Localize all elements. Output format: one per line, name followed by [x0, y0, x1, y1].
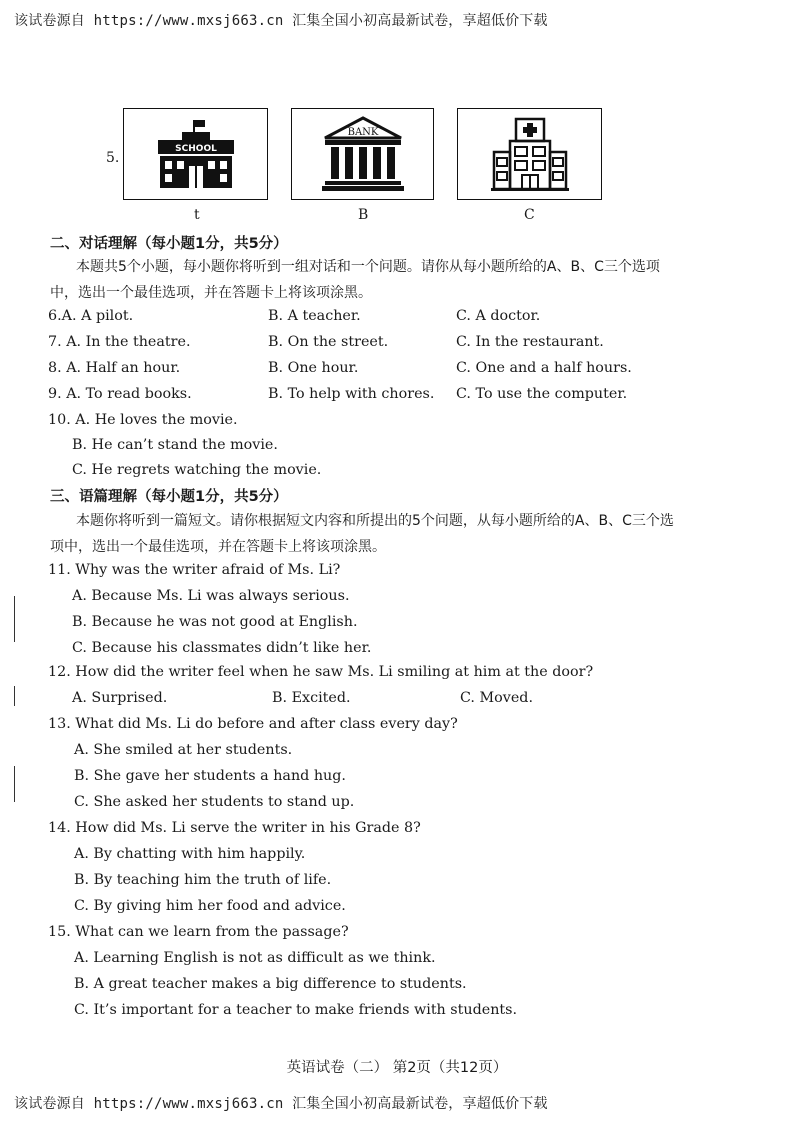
- q9-option-a: 9. A. To read books.: [48, 386, 192, 402]
- option-b-picture: [291, 108, 434, 200]
- section-3-title: 三、语篇理解（每小题1分，共5分）: [50, 489, 288, 505]
- q13-stem: 13. What did Ms. Li do before and after class every day?: [48, 716, 458, 732]
- q15-option-c: C. It’s important for a teacher to make friends with students.: [74, 1002, 518, 1018]
- margin-mark: [14, 686, 15, 706]
- hospital-icon: [490, 116, 570, 192]
- q12-option-b: B. Excited.: [272, 690, 351, 706]
- option-c-letter: C: [524, 207, 535, 223]
- q12-stem: 12. How did the writer feel when he saw Ms. Li smiling at him at the door?: [48, 664, 594, 680]
- q9-option-c: C. To use the computer.: [456, 386, 628, 402]
- margin-mark: [14, 596, 15, 642]
- section-3-instruction: 本题你将听到一篇短文。请你根据短文内容和所提出的5个问题，从每小题所给的A、B、C三个选项中，选出一个最佳选项，并在答题卡上将该项涂黑。: [50, 513, 674, 555]
- section-2-instruction: 本题共5个小题，每小题你将听到一组对话和一个问题。请你从每小题所给的A、B、C三个选项中，选出一个最佳选项，并在答题卡上将该项涂黑。: [50, 259, 660, 301]
- q13-option-c: C. She asked her students to stand up.: [74, 794, 355, 810]
- q6-option-a: 6.A. A pilot.: [48, 308, 134, 324]
- bank-icon: [321, 116, 405, 192]
- option-b-letter: B: [358, 207, 369, 223]
- q7-option-c: C. In the restaurant.: [456, 334, 604, 350]
- q10-option-c: C. He regrets watching the movie.: [72, 462, 322, 478]
- q8-option-a: 8. A. Half an hour.: [48, 360, 181, 376]
- option-a-picture: [123, 108, 268, 200]
- q15-option-a: A. Learning English is not as difficult as we think.: [74, 950, 436, 966]
- q7-option-a: 7. A. In the theatre.: [48, 334, 191, 350]
- q12-option-a: A. Surprised.: [72, 690, 168, 706]
- q11-option-a: A. Because Ms. Li was always serious.: [72, 588, 350, 604]
- q11-option-b: B. Because he was not good at English.: [72, 614, 358, 630]
- option-a-letter: t: [194, 207, 200, 223]
- q14-option-c: C. By giving him her food and advice.: [74, 898, 346, 914]
- school-sign: SCHOOL: [174, 144, 217, 154]
- watermark-top: 该试卷源自 https://www.mxsj663.cn 汇集全国小初高最新试卷，享超低价下载: [14, 13, 548, 29]
- q14-option-b: B. By teaching him the truth of life.: [74, 872, 332, 888]
- q14-option-a: A. By chatting with him happily.: [74, 846, 306, 862]
- section-2-title: 二、对话理解（每小题1分，共5分）: [50, 236, 288, 252]
- question-5-number: 5.: [106, 150, 120, 166]
- q15-stem: 15. What can we learn from the passage?: [48, 924, 349, 940]
- q13-option-a: A. She smiled at her students.: [74, 742, 293, 758]
- q10-option-a: 10. A. He loves the movie.: [48, 412, 238, 428]
- option-c-picture: [457, 108, 602, 200]
- q8-option-c: C. One and a half hours.: [456, 360, 632, 376]
- q15-option-b: B. A great teacher makes a big difference to students.: [74, 976, 467, 992]
- q12-option-c: C. Moved.: [460, 690, 533, 706]
- q11-option-c: C. Because his classmates didn’t like her.: [72, 640, 372, 656]
- q6-option-c: C. A doctor.: [456, 308, 541, 324]
- q10-option-b: B. He can’t stand the movie.: [72, 437, 278, 453]
- bank-sign: BANK: [347, 127, 378, 138]
- q13-option-b: B. She gave her students a hand hug.: [74, 768, 346, 784]
- margin-mark: [14, 766, 15, 802]
- q8-option-b: B. One hour.: [268, 360, 359, 376]
- school-icon: [156, 118, 236, 190]
- q9-option-b: B. To help with chores.: [268, 386, 435, 402]
- q11-stem: 11. Why was the writer afraid of Ms. Li?: [48, 562, 341, 578]
- watermark-bottom: 该试卷源自 https://www.mxsj663.cn 汇集全国小初高最新试卷，享超低价下载: [14, 1096, 548, 1112]
- q14-stem: 14. How did Ms. Li serve the writer in his Grade 8?: [48, 820, 421, 836]
- page-footer: 英语试卷（二） 第2页（共12页）: [286, 1060, 508, 1076]
- q7-option-b: B. On the street.: [268, 334, 389, 350]
- q6-option-b: B. A teacher.: [268, 308, 361, 324]
